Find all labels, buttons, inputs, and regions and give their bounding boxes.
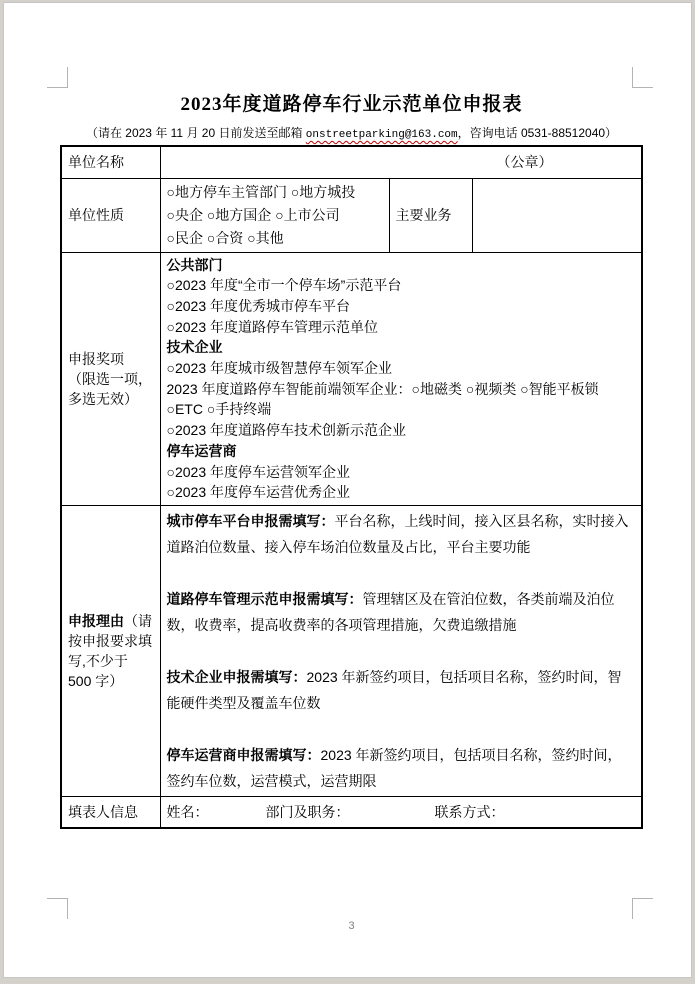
page-number: 3 — [348, 920, 355, 932]
award-option[interactable]: ○2023 年度停车运营优秀企业 — [166, 484, 350, 501]
name-field-label: 姓名： — [166, 804, 209, 821]
row-awards — [61, 252, 642, 505]
reason-paragraph — [167, 664, 636, 716]
awards-label: 申报奖项 — [68, 350, 124, 367]
reason-paragraph — [167, 586, 636, 638]
reason-paragraph-body: 2023 年新签约项目，包括项目名称，签约时间，智能硬件类型及覆盖车位数 — [166, 668, 622, 711]
reason-instructions-cell[interactable] — [160, 505, 642, 796]
nature-option-line[interactable]: ○民企 ○合资 ○其他 — [166, 229, 284, 246]
row-filler-info — [61, 796, 642, 828]
reason-label-cell — [61, 505, 160, 796]
awards-label-cell — [61, 252, 160, 505]
reason-label-wrap — [68, 613, 152, 689]
nature-option-line[interactable]: ○地方停车主管部门 ○地方城投 — [166, 183, 356, 200]
award-option[interactable]: ○2023 年度道路停车管理示范单位 — [166, 318, 378, 335]
margin-crop-mark-bottom-right — [632, 898, 653, 919]
subtitle-suffix: ，咨询电话 0531-88512040） — [457, 126, 618, 140]
filler-info-label: 填表人信息 — [61, 796, 160, 828]
subtitle-prefix: （请在 2023 年 11 月 20 日前发送至邮箱 — [85, 126, 306, 140]
main-business-label: 主要业务 — [389, 178, 472, 252]
reason-note: （请按申报要求填写,不少于 500 字） — [68, 612, 152, 689]
reason-paragraph-lead: 停车运营商申报需填写： — [166, 746, 321, 763]
row-reason — [61, 505, 642, 796]
application-form-table — [60, 145, 643, 829]
award-option[interactable]: ○2023 年度“全市一个停车场”示范平台 — [166, 277, 402, 294]
awards-section-header: 公共部门 — [166, 256, 223, 273]
awards-section-header: 技术企业 — [166, 339, 223, 356]
word-document-page — [3, 2, 692, 978]
unit-name-input-cell[interactable] — [160, 146, 642, 178]
nature-option-line[interactable]: ○央企 ○地方国企 ○上市公司 — [166, 206, 340, 223]
contact-email: onstreetparking@163.com — [305, 129, 458, 141]
awards-note-line2: 多选无效） — [68, 390, 138, 407]
document-title: 2023年度道路停车行业示范单位申报表 — [180, 94, 523, 115]
reason-paragraph-body: 2023 年新签约项目，包括项目名称，签约时间，签约车位数，运营模式，运营期限 — [166, 746, 622, 789]
contact-field-label: 联系方式： — [434, 804, 505, 821]
document-subtitle — [4, 124, 695, 141]
award-option[interactable]: ○2023 年度优秀城市停车平台 — [166, 297, 350, 314]
department-title-field-label: 部门及职务： — [265, 804, 350, 821]
unit-nature-options-cell — [160, 178, 389, 252]
unit-name-label: 单位名称 — [61, 146, 160, 178]
reason-paragraph-lead: 道路停车管理示范申报需填写： — [166, 590, 363, 607]
reason-paragraph-body: 平台名称，上线时间，接入区县名称，实时接入道路泊位数量、接入停车场泊位数量及占比，平台主要功能 — [166, 512, 629, 555]
award-option[interactable]: ○2023 年度城市级智慧停车领军企业 — [166, 360, 392, 377]
award-option[interactable]: ○2023 年度道路停车技术创新示范企业 — [166, 422, 406, 439]
reason-paragraph-body: 管理辖区及在管泊位数，各类前端及泊位数，收费率，提高收费率的各项管理措施，欠费追缴措施 — [166, 590, 615, 633]
reason-paragraph-lead: 技术企业申报需填写： — [166, 668, 307, 685]
award-option[interactable]: 2023 年度道路停车智能前端领军企业：○地磁类 ○视频类 ○智能平板锁 ○ETC ○手持终端 — [166, 380, 599, 418]
unit-nature-label: 单位性质 — [61, 178, 160, 252]
row-unit-nature — [61, 178, 642, 252]
awards-note-line1: （限选一项， — [68, 370, 152, 387]
reason-paragraph — [167, 742, 636, 794]
awards-section-header: 停车运营商 — [166, 442, 237, 459]
award-option[interactable]: ○2023 年度停车运营领军企业 — [166, 463, 350, 480]
awards-options-cell — [160, 252, 642, 505]
margin-crop-mark-top-left — [47, 67, 68, 88]
margin-crop-mark-bottom-left — [47, 898, 68, 919]
reason-label: 申报理由 — [68, 612, 124, 629]
margin-crop-mark-top-right — [632, 67, 653, 88]
filler-info-cell[interactable] — [160, 796, 642, 828]
row-unit-name — [61, 146, 642, 178]
seal-placeholder: （公章） — [496, 154, 553, 171]
reason-paragraph-lead: 城市停车平台申报需填写： — [166, 512, 335, 529]
main-business-input-cell[interactable] — [472, 178, 642, 252]
reason-paragraph — [167, 508, 636, 560]
